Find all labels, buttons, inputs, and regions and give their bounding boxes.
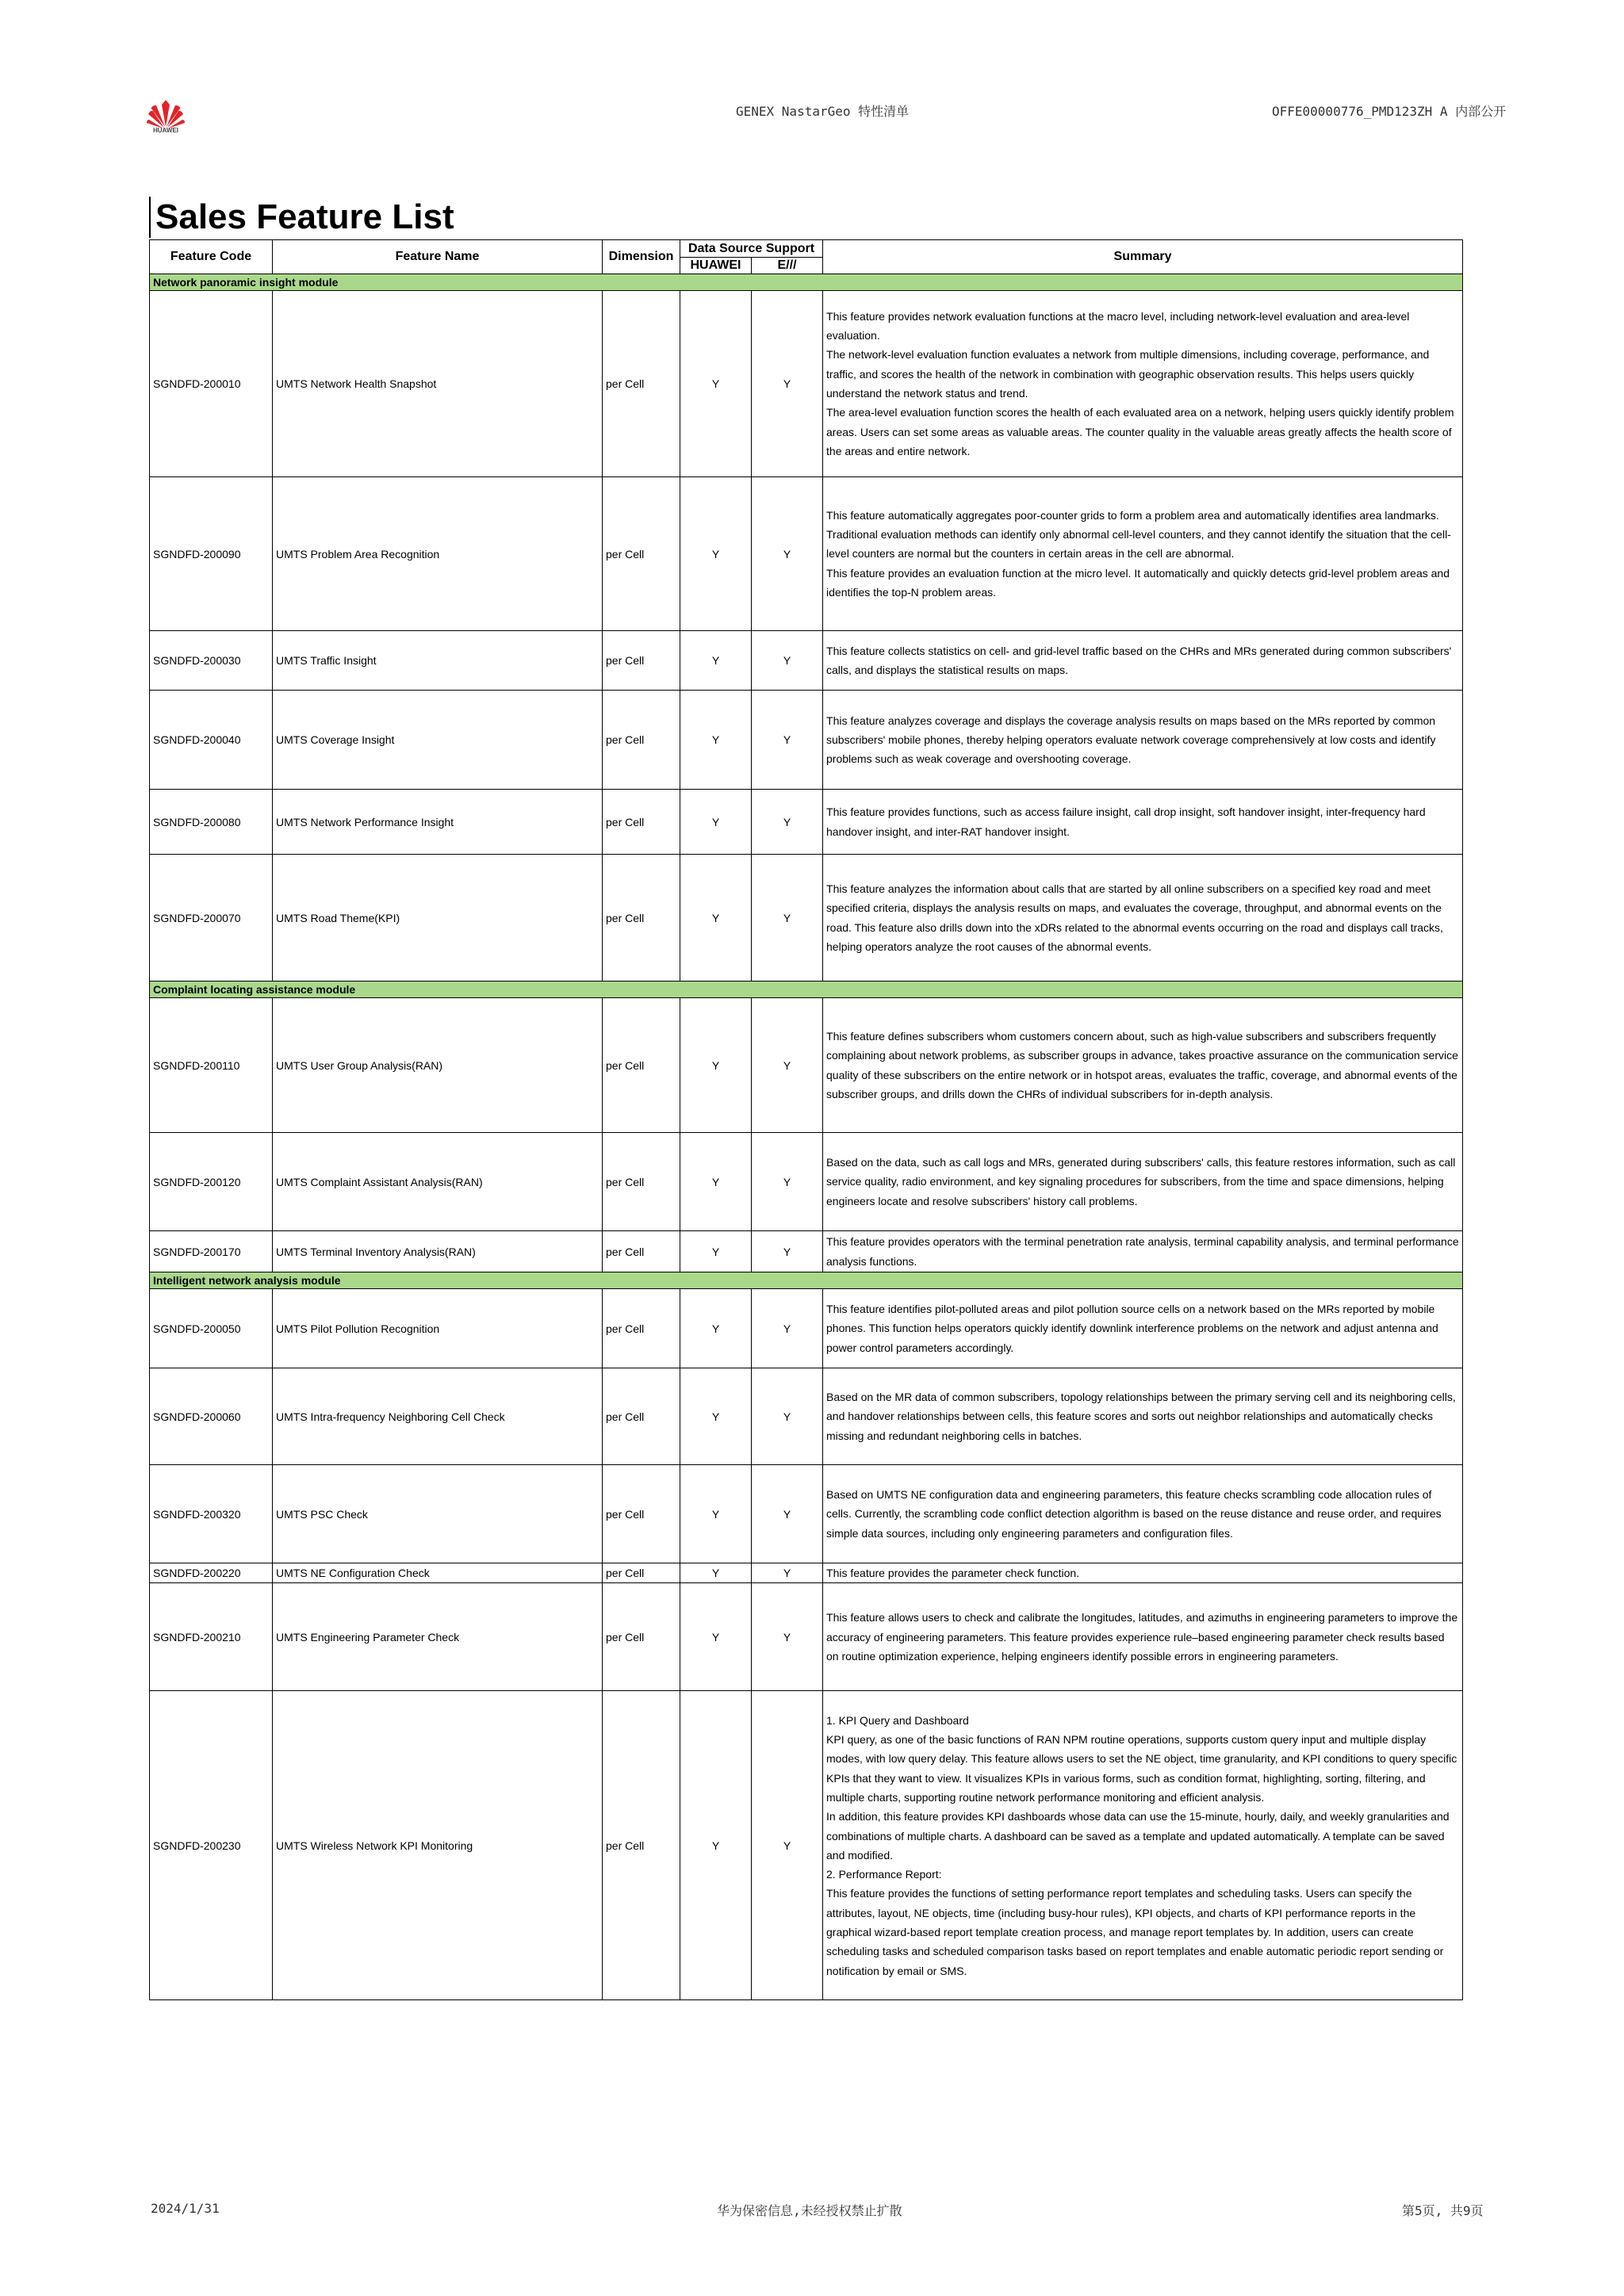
feature-name-cell: UMTS Wireless Network KPI Monitoring [273,1691,603,2000]
feature-name-cell: UMTS Traffic Insight [273,631,603,691]
table-row [150,1583,1463,1691]
summary-cell: This feature allows users to check and calibrate the longitudes, latitudes, and azimuths in engineering parameters to improve the accuracy of engineering parameters. This feature provides experience rule–based engineering parameter check results based on routine optimization experience, helping engineers identify possible errors in engineering parameters. [823,1583,1463,1691]
feature-code-cell: SGNDFD-200080 [150,790,273,855]
feature-code-cell: SGNDFD-200210 [150,1583,273,1691]
dimension-cell: per Cell [603,631,680,691]
header-summary: Summary [823,240,1463,274]
table-row [150,1289,1463,1368]
table-row [150,477,1463,631]
e-support-cell: Y [752,855,823,982]
huawei-support-cell: Y [680,1133,752,1231]
e-support-cell: Y [752,790,823,855]
e-support-cell: Y [752,1563,823,1583]
e-support-cell: Y [752,1289,823,1368]
footer-date: 2024/1/31 [151,2201,220,2216]
summary-cell: This feature analyzes the information about calls that are started by all online subscribers on a specified key road and meet specified criteria, displays the analysis results on maps, and evaluates the coverage, throughput, and abnormal events on the road. This feature also drills down into the xDRs related to the abnormal events occurring on the road and displays call tracks, helping operators analyze the root causes of the abnormal events. [823,855,1463,982]
feature-code-cell: SGNDFD-200030 [150,631,273,691]
table-row [150,855,1463,982]
table-row [150,291,1463,477]
feature-code-cell: SGNDFD-200090 [150,477,273,631]
e-support-cell: Y [752,631,823,691]
huawei-support-cell: Y [680,1289,752,1368]
feature-code-cell: SGNDFD-200060 [150,1368,273,1465]
feature-name-cell: UMTS PSC Check [273,1465,603,1563]
huawei-support-cell: Y [680,1465,752,1563]
summary-cell: 1. KPI Query and Dashboard KPI query, as one of the basic functions of RAN NPM routine operations, supports custom query input and multiple display modes, with low query delay. This feature allows users to set the NE object, time granularity, and KPI conditions to query specific KPIs that they want to view. It visualizes KPIs in various forms, such as condition format, highlighting, sorting, filtering, and multiple charts, supporting routine network performance monitoring and efficient analysis. In addition, this feature provides KPI dashboards whose data can use the 15-minute, hourly, daily, and weekly granularities and combinations of multiple charts. A dashboard can be saved as a template and updated automatically. A template can be saved and modified. 2. Performance Report: This feature provides the functions of setting performance report templates and scheduling tasks. Users can specify the attributes, layout, NE objects, time (including busy-hour rules), KPI objects, and charts of KPI performance reports in the graphical wizard-based report template creation process, and manage report templates by. In addition, users can create scheduling tasks and scheduled comparison tasks based on report templates and enable automatic periodic report sending or notification by email or SMS. [823,1691,1463,2000]
huawei-support-cell: Y [680,691,752,790]
feature-name-cell: UMTS Complaint Assistant Analysis(RAN) [273,1133,603,1231]
dimension-cell: per Cell [603,477,680,631]
feature-code-cell: SGNDFD-200110 [150,998,273,1133]
table-row [150,1563,1463,1583]
summary-cell: This feature provides the parameter check function. [823,1563,1463,1583]
dimension-cell: per Cell [603,691,680,790]
feature-code-cell: SGNDFD-200040 [150,691,273,790]
feature-name-cell: UMTS Road Theme(KPI) [273,855,603,982]
dimension-cell: per Cell [603,1563,680,1583]
dimension-cell: per Cell [603,855,680,982]
e-support-cell: Y [752,1231,823,1272]
logo-wordmark: HUAWEI [153,127,178,134]
summary-cell: This feature provides network evaluation functions at the macro level, including network-level evaluation and area-level evaluation. The network-level evaluation function evaluates a network from multiple dimensions, including coverage, performance, and traffic, and scores the health of the network in combination with geographic observation results. This helps users quickly understand the network status and trend. The area-level evaluation function scores the health of each evaluated area on a network, helping users quickly identify problem areas. Users can set some areas as valuable areas. The counter quality in the valuable areas greatly affects the health score of the areas and entire network. [823,291,1463,477]
dimension-cell: per Cell [603,1133,680,1231]
huawei-support-cell: Y [680,291,752,477]
huawei-support-cell: Y [680,631,752,691]
dimension-cell: per Cell [603,1583,680,1691]
feature-code-cell: SGNDFD-200230 [150,1691,273,2000]
summary-cell: This feature defines subscribers whom customers concern about, such as high-value subscribers and subscribers frequently complaining about network problems, as subscriber groups in advance, takes proactive assurance on the communication service quality of these subscribers on the entire network or in hotspot areas, evaluates the traffic, coverage, and abnormal events of the subscriber groups, and drills down the CHRs of individual subscribers for in-depth analysis. [823,998,1463,1133]
huawei-support-cell: Y [680,998,752,1133]
feature-name-cell: UMTS Engineering Parameter Check [273,1583,603,1691]
feature-name-cell: UMTS Pilot Pollution Recognition [273,1289,603,1368]
header-data-source-support: Data Source Support [680,240,823,258]
title-border [149,197,151,238]
summary-cell: This feature identifies pilot-polluted areas and pilot pollution source cells on a network based on the MRs reported by mobile phones. This function helps operators quickly identify downlink interference problems on the network and adjust antenna and power control parameters accordingly. [823,1289,1463,1368]
feature-code-cell: SGNDFD-200050 [150,1289,273,1368]
e-support-cell: Y [752,1368,823,1465]
feature-name-cell: UMTS User Group Analysis(RAN) [273,998,603,1133]
header-huawei: HUAWEI [680,258,752,274]
e-support-cell: Y [752,291,823,477]
feature-name-cell: UMTS Network Health Snapshot [273,291,603,477]
table-row [150,1465,1463,1563]
summary-cell: Based on the data, such as call logs and MRs, generated during subscribers' calls, this feature restores information, such as call service quality, radio environment, and key signaling procedures for subscribers, from the time and space dimensions, helping engineers locate and resolve subscribers' history call problems. [823,1133,1463,1231]
feature-table [149,239,1463,2000]
huawei-support-cell: Y [680,1583,752,1691]
feature-name-cell: UMTS Intra-frequency Neighboring Cell Check [273,1368,603,1465]
feature-code-cell: SGNDFD-200120 [150,1133,273,1231]
table-row [150,998,1463,1133]
table-row [150,631,1463,691]
section-header: Complaint locating assistance module [150,982,1463,998]
dimension-cell: per Cell [603,790,680,855]
dimension-cell: per Cell [603,998,680,1133]
summary-cell: This feature automatically aggregates poor-counter grids to form a problem area and automatically identifies area landmarks. Traditional evaluation methods can identify only abnormal cell-level counters, and they cannot identify the situation that the cell-level counters are normal but the counters in certain areas in the cell are abnormal. This feature provides an evaluation function at the micro level. It automatically and quickly detects grid-level problem areas and identifies the top-N problem areas. [823,477,1463,631]
dimension-cell: per Cell [603,1465,680,1563]
summary-cell: This feature analyzes coverage and displays the coverage analysis results on maps based on the MRs reported by common subscribers' mobile phones, thereby helping operators evaluate network coverage comprehensively at low costs and identify problems such as weak coverage and overshooting coverage. [823,691,1463,790]
header-e: E/// [752,258,823,274]
e-support-cell: Y [752,1133,823,1231]
summary-cell: Based on UMTS NE configuration data and engineering parameters, this feature checks scrambling code allocation rules of cells. Currently, the scrambling code conflict detection algorithm is based on the reuse distance and reuse order, and requires simple data sources, including only engineering parameters and configuration files. [823,1465,1463,1563]
summary-cell: Based on the MR data of common subscribers, topology relationships between the primary serving cell and its neighboring cells, and handover relationships between cells, this feature scores and sorts out neighbor relationships and automatically checks missing and redundant neighboring cells in batches. [823,1368,1463,1465]
huawei-support-cell: Y [680,1691,752,2000]
dimension-cell: per Cell [603,1231,680,1272]
huawei-support-cell: Y [680,855,752,982]
header-dimension: Dimension [603,240,680,274]
section-header: Intelligent network analysis module [150,1272,1463,1289]
e-support-cell: Y [752,477,823,631]
header-feature-name: Feature Name [273,240,603,274]
e-support-cell: Y [752,1465,823,1563]
huawei-support-cell: Y [680,477,752,631]
document-title-header: GENEX NastarGeo 特性清单 [736,104,910,119]
table-row [150,1691,1463,2000]
section-header: Network panoramic insight module [150,274,1463,291]
dimension-cell: per Cell [603,291,680,477]
huawei-support-cell: Y [680,1368,752,1465]
table-row [150,1133,1463,1231]
document-id-header: OFFE00000776_PMD123ZH A 内部公开 [1272,104,1507,119]
table-row [150,1368,1463,1465]
header-feature-code: Feature Code [150,240,273,274]
footer-page-number: 第5页, 共9页 [1402,2203,1484,2218]
feature-name-cell: UMTS Network Performance Insight [273,790,603,855]
huawei-support-cell: Y [680,1563,752,1583]
feature-name-cell: UMTS Problem Area Recognition [273,477,603,631]
e-support-cell: Y [752,1691,823,2000]
table-row [150,1231,1463,1272]
feature-code-cell: SGNDFD-200320 [150,1465,273,1563]
feature-code-cell: SGNDFD-200070 [150,855,273,982]
feature-name-cell: UMTS NE Configuration Check [273,1563,603,1583]
dimension-cell: per Cell [603,1289,680,1368]
feature-code-cell: SGNDFD-200220 [150,1563,273,1583]
summary-cell: This feature collects statistics on cell- and grid-level traffic based on the CHRs and MRs generated during common subscribers' calls, and displays the statistical results on maps. [823,631,1463,691]
page-title: Sales Feature List [155,197,454,236]
summary-cell: This feature provides operators with the terminal penetration rate analysis, terminal capability analysis, and terminal performance analysis functions. [823,1231,1463,1272]
huawei-support-cell: Y [680,1231,752,1272]
e-support-cell: Y [752,1583,823,1691]
footer-confidentiality: 华为保密信息,未经授权禁止扩散 [717,2203,902,2218]
table-row [150,790,1463,855]
e-support-cell: Y [752,691,823,790]
summary-cell: This feature provides functions, such as access failure insight, call drop insight, soft handover insight, inter-frequency hard handover insight, and inter-RAT handover insight. [823,790,1463,855]
feature-code-cell: SGNDFD-200170 [150,1231,273,1272]
feature-name-cell: UMTS Terminal Inventory Analysis(RAN) [273,1231,603,1272]
dimension-cell: per Cell [603,1691,680,2000]
feature-code-cell: SGNDFD-200010 [150,291,273,477]
dimension-cell: per Cell [603,1368,680,1465]
huawei-support-cell: Y [680,790,752,855]
e-support-cell: Y [752,998,823,1133]
table-row [150,691,1463,790]
feature-name-cell: UMTS Coverage Insight [273,691,603,790]
